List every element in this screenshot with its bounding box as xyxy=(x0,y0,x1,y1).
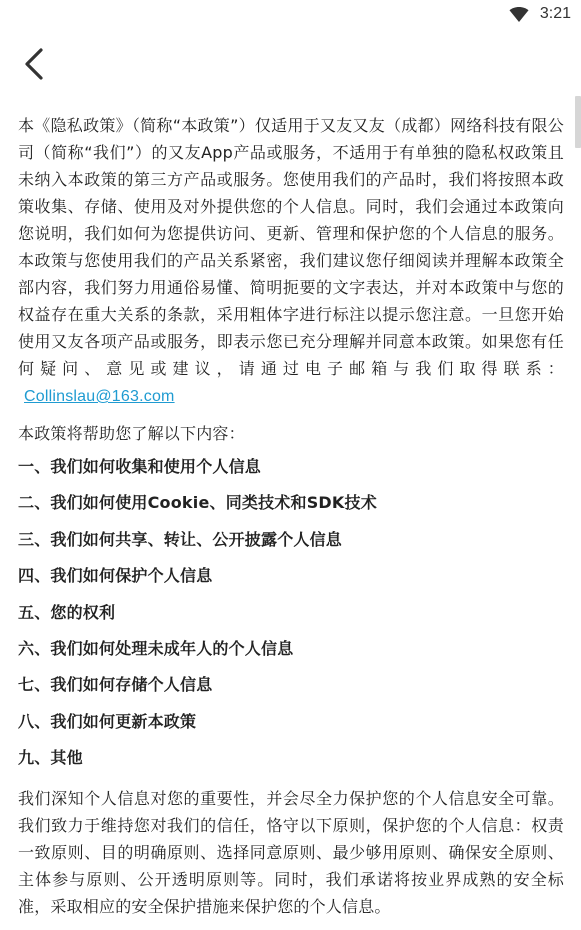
chevron-left-icon xyxy=(23,47,45,81)
toc-item: 九、其他 xyxy=(18,748,83,768)
toc-item: 四、我们如何保护个人信息 xyxy=(18,566,213,586)
toc-item: 二、我们如何使用Cookie、同类技术和SDK技术 xyxy=(18,493,377,513)
wifi-icon xyxy=(509,7,529,23)
toc-item: 三、我们如何共享、转让、公开披露个人信息 xyxy=(18,529,343,549)
status-time: 3:21 xyxy=(539,5,571,22)
scrollbar-thumb[interactable] xyxy=(575,96,581,148)
back-button[interactable] xyxy=(14,44,54,84)
toc-item: 一、我们如何收集和使用个人信息 xyxy=(18,457,262,476)
toc-item: 六、我们如何处理未成年人的个人信息 xyxy=(18,638,294,658)
toc-item: 七、我们如何存储个人信息 xyxy=(18,675,213,695)
toc-list xyxy=(18,449,564,777)
toc-item: 八、我们如何更新本政策 xyxy=(18,711,197,731)
intro-paragraph xyxy=(18,112,564,410)
principles-paragraph: 我们深知个人信息对您的重要性，并会尽全力保护您的个人信息安全可靠。我们致力于维持您对我们的信任，恪守以下原则，保护您的个人信息：权责一致原则、目的明确原则、选择同意原则、最少够用原则、确保安全原则、主体参与原则、公开透明原则等。同时，我们承诺将按业界成熟的安全标准，采取相应的安全保护措施来保护您的个人信息。 xyxy=(18,788,564,916)
app-bar xyxy=(0,36,581,92)
policy-content xyxy=(18,112,564,930)
status-bar xyxy=(0,0,581,30)
email-link[interactable]: Collinslau@163.com xyxy=(24,388,175,405)
intro-text: 本《隐私政策》（简称“本政策”）仅适用于又友又友（成都）网络科技有限公司（简称“我们”）的又友App产品或服务，不适用于有单独的隐私权政策且未纳入本政策的第三方产品或服务。您使用我们的产品时，我们将按照本政策收集、存储、使用及对外提供您的个人信息。同时，我们会通过本政策向您说明，我们如何为您提供访问、更新、管理和保护您的个人信息的服务。本政策与您使用我们的产品关系紧密，我们建议您仔细阅读并理解本政策全部内容，我们努力用通俗易懂、简明扼要的文字表达，并对本政策中与您的权益存在重大关系的条款，采用粗体字进行标注以提示您注意。一旦您开始使用又友各项产品或服务，即表示您已充分理解并同意本政策。如果您有任何疑问、意见或建议，请通过电子邮箱与我们取得联系： xyxy=(18,116,564,378)
toc-item: 五、您的权利 xyxy=(18,602,116,622)
toc-intro: 本政策将帮助您了解以下内容： xyxy=(18,424,245,443)
